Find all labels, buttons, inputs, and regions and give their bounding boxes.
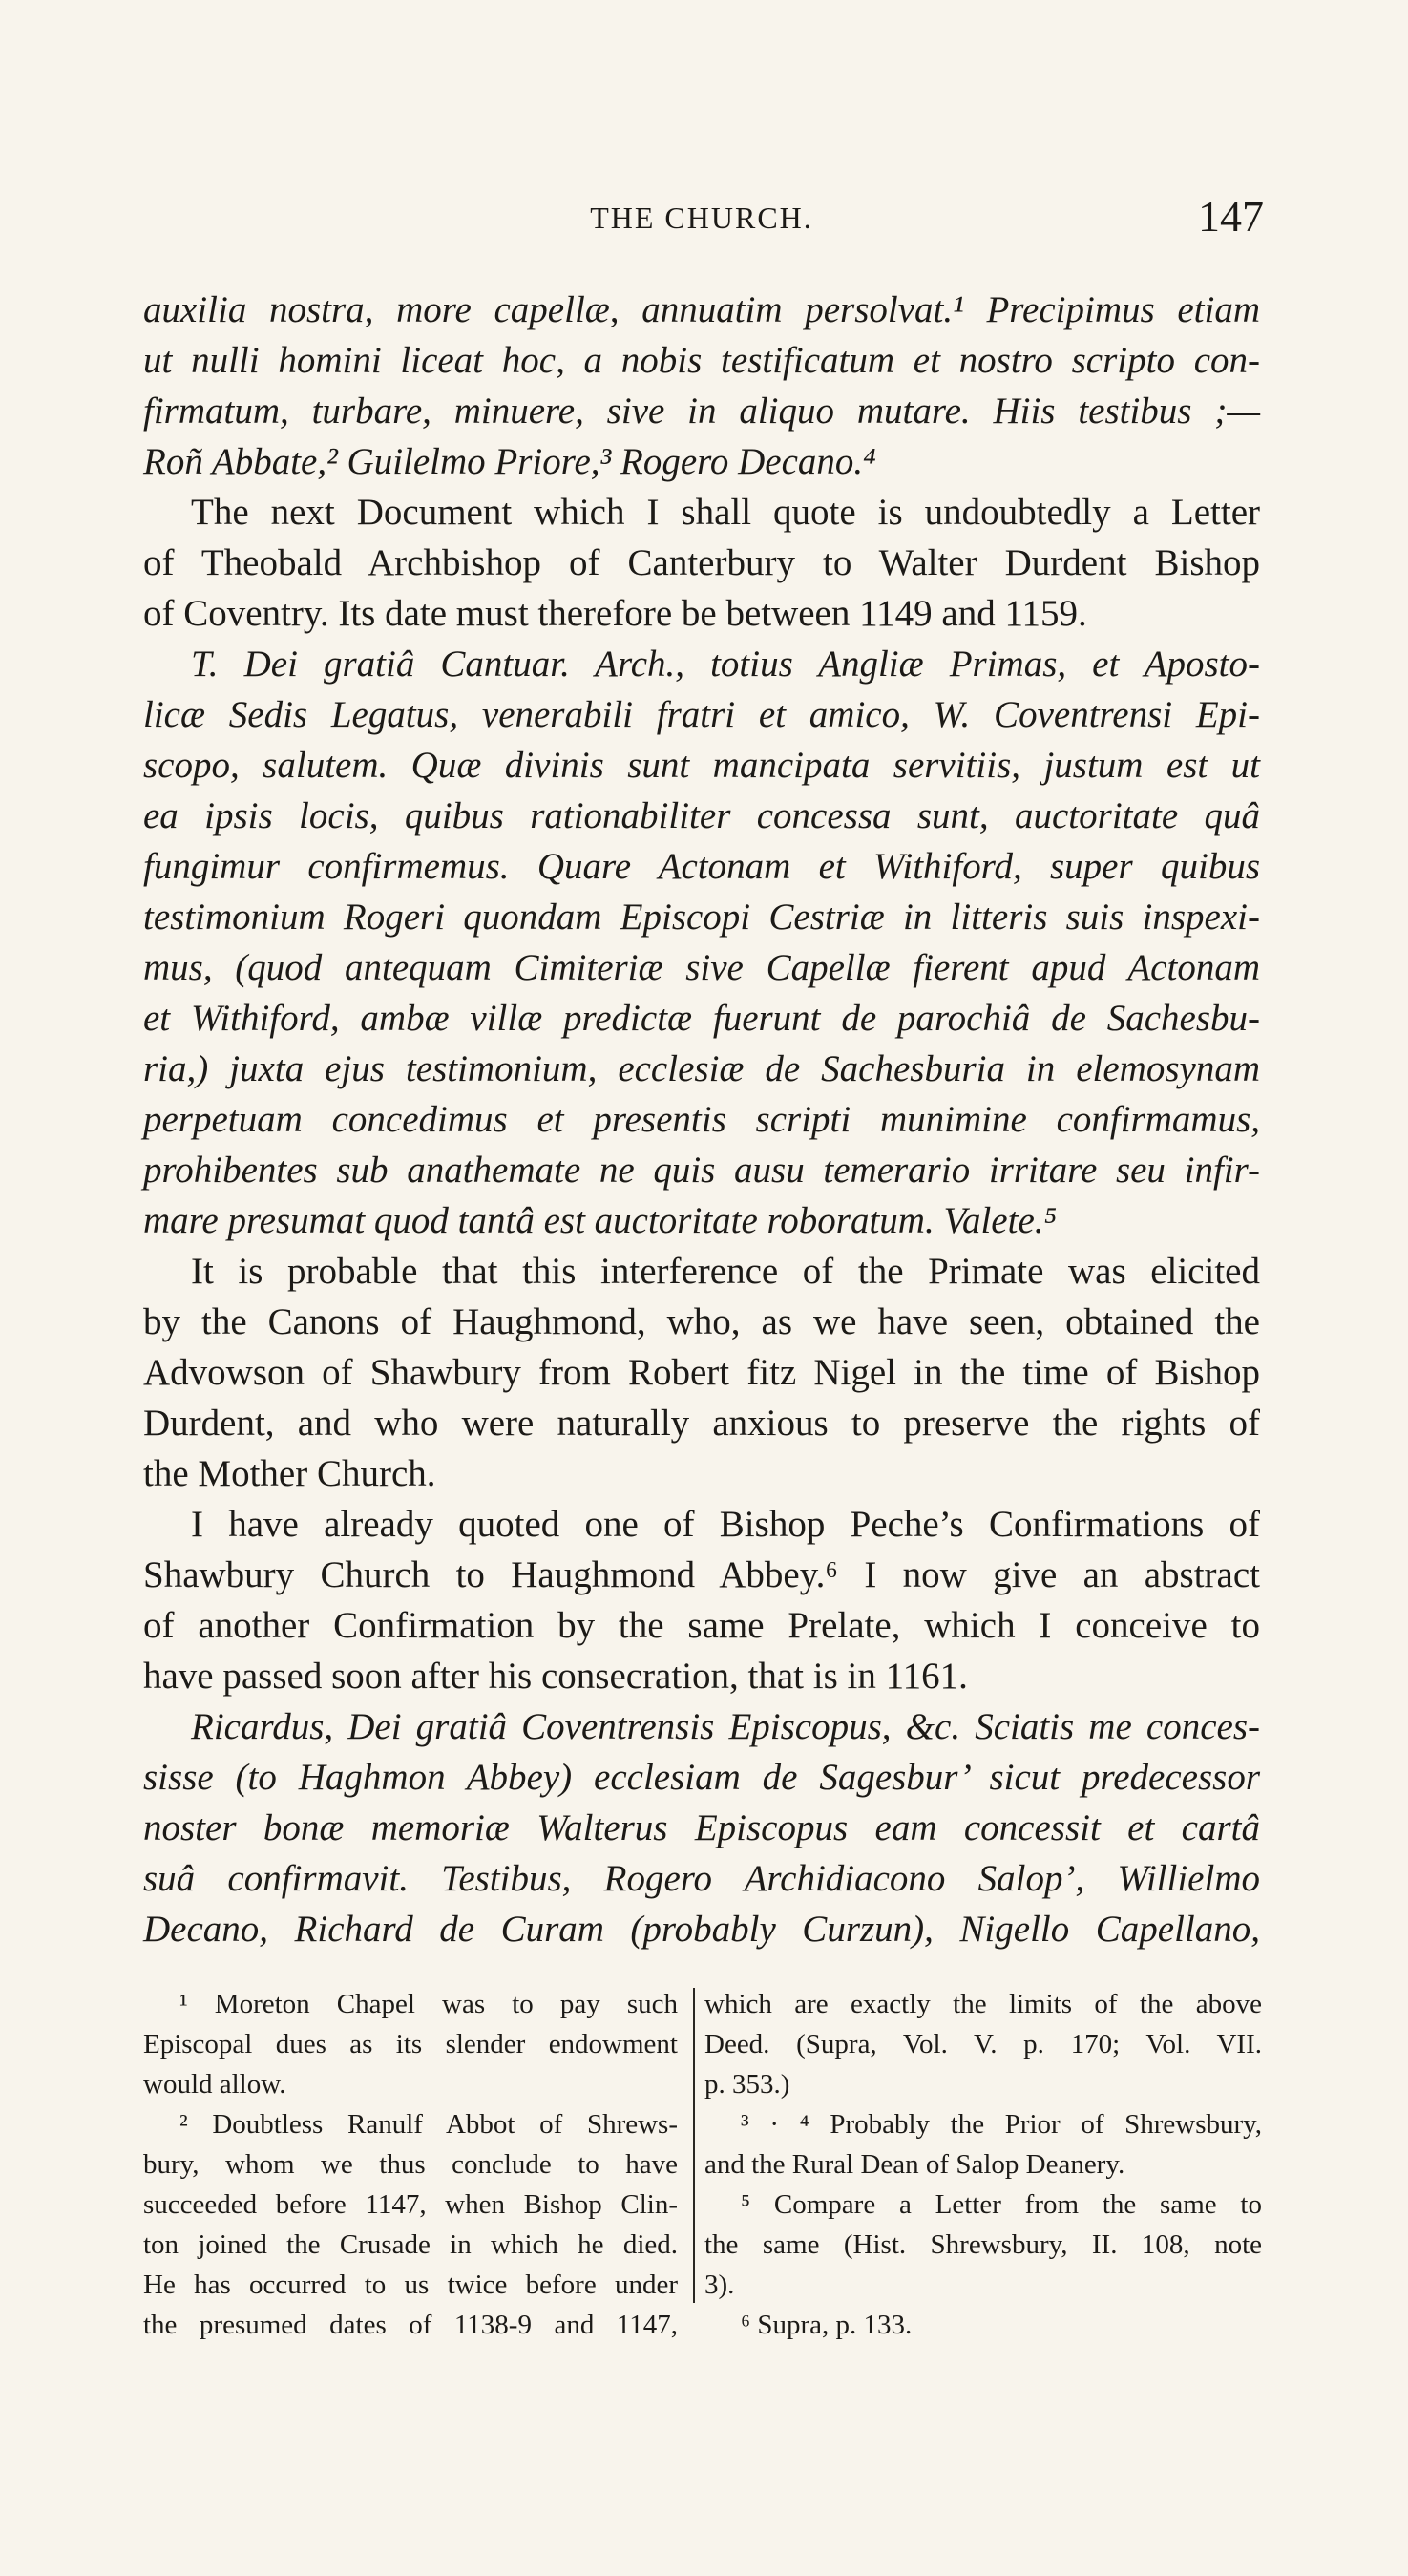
footnote-line: would allow. — [143, 2069, 286, 2100]
text-line: T. Dei gratiâ Cantuar. Arch., totius Angliæ Primas, et Aposto- — [191, 644, 1260, 685]
text-line: I have already quoted one of Bishop Peche’s Confirmations of — [191, 1504, 1260, 1545]
footnote-line: which are exactly the limits of the above — [704, 1989, 1262, 2019]
text-line: licæ Sedis Legatus, venerabili fratri et amico, W. Coventrensi Epi- — [143, 694, 1260, 735]
footnotes-right-column — [704, 1984, 1262, 2345]
text-line: noster bonæ memoriæ Walterus Episcopus eam concessit et cartâ — [143, 1807, 1260, 1848]
text-line: ria,) juxta ejus testimonium, ecclesiæ de Sachesburia in elemosynam — [143, 1048, 1260, 1089]
text-line: mus, (quod antequam Cimiteriæ sive Capellæ fierent apud Actonam — [143, 947, 1260, 988]
footnote-line: ton joined the Crusade in which he died. — [143, 2229, 678, 2260]
text-line: scopo, salutem. Quæ divinis sunt mancipata servitiis, justum est ut — [143, 745, 1260, 786]
text-line: the Mother Church. — [143, 1453, 436, 1494]
text-line: Roñ Abbate,² Guilelmo Priore,³ Rogero Decano.⁴ — [143, 441, 876, 482]
text-line: testimonium Rogeri quondam Episcopi Cestriæ in litteris suis inspexi- — [143, 897, 1260, 938]
text-line: mare presumat quod tantâ est auctoritate roboratum. Valete.⁵ — [143, 1200, 1058, 1241]
text-line: The next Document which I shall quote is undoubtedly a Letter — [191, 492, 1260, 533]
page-number: 147 — [1198, 192, 1264, 241]
text-line: perpetuam concedimus et presentis scripti munimine confirmamus, — [143, 1099, 1260, 1140]
text-line: of Theobald Archbishop of Canterbury to Walter Durdent Bishop — [143, 542, 1260, 583]
footnote-line: succeeded before 1147, when Bishop Clin- — [143, 2189, 678, 2220]
text-line: Ricardus, Dei gratiâ Coventrensis Episcopus, &c. Sciatis me conces- — [191, 1706, 1260, 1747]
footnote-line: Deed. (Supra, Vol. V. p. 170; Vol. VII. — [704, 2029, 1262, 2059]
text-line: It is probable that this interference of the Primate was elicited — [191, 1251, 1260, 1292]
text-line: ea ipsis locis, quibus rationabiliter concessa sunt, auctoritate quâ — [143, 795, 1260, 836]
footnote-line: ¹ Moreton Chapel was to pay such — [179, 1989, 678, 2019]
running-title: THE CHURCH. — [590, 201, 813, 235]
footnote-line: 3). — [704, 2270, 735, 2300]
footnote-line: He has occurred to us twice before under — [143, 2270, 678, 2300]
footnotes-left-column — [143, 1984, 678, 2345]
main-text — [143, 285, 1260, 1954]
footnote-line: bury, whom we thus conclude to have — [143, 2149, 678, 2180]
text-line: Durdent, and who were naturally anxious to preserve the rights of — [143, 1403, 1260, 1444]
footnote-line: ² Doubtless Ranulf Abbot of Shrews- — [179, 2109, 678, 2140]
text-line: et Withiford, ambæ villæ predictæ fuerunt de parochiâ de Sachesbu- — [143, 998, 1260, 1039]
footnote-line: ⁵ Compare a Letter from the same to — [741, 2189, 1262, 2220]
text-line: prohibentes sub anathemate ne quis ausu temerario irritare seu infir- — [143, 1150, 1260, 1191]
text-line: of Coventry. Its date must therefore be between 1149 and 1159. — [143, 593, 1087, 634]
footnote-line: and the Rural Dean of Salop Deanery. — [704, 2149, 1125, 2180]
text-line: Advowson of Shawbury from Robert fitz Nigel in the time of Bishop — [143, 1352, 1260, 1393]
footnote-line: p. 353.) — [704, 2069, 790, 2100]
text-line: fungimur confirmemus. Quare Actonam et Withiford, super quibus — [143, 846, 1260, 887]
footnote-line: ³ · ⁴ Probably the Prior of Shrewsbury, — [741, 2109, 1262, 2140]
text-line: Decano, Richard de Curam (probably Curzun), Nigello Capellano, — [143, 1909, 1260, 1950]
footnote-line: the same (Hist. Shrewsbury, II. 108, note — [704, 2229, 1262, 2260]
text-line: auxilia nostra, more capellæ, annuatim persolvat.¹ Precipimus etiam — [143, 289, 1260, 330]
text-line: sisse (to Haghmon Abbey) ecclesiam de Sagesbur’ sicut predecessor — [143, 1757, 1260, 1798]
text-line: have passed soon after his consecration, that is in 1161. — [143, 1656, 968, 1697]
text-line: suâ confirmavit. Testibus, Rogero Archidiacono Salop’, Willielmo — [143, 1858, 1260, 1899]
page-header — [143, 187, 1264, 244]
footnote-line: ⁶ Supra, p. 133. — [741, 2310, 913, 2340]
text-line: of another Confirmation by the same Prelate, which I conceive to — [143, 1605, 1260, 1646]
text-line: Shawbury Church to Haughmond Abbey.⁶ I now give an abstract — [143, 1554, 1260, 1595]
text-line: by the Canons of Haughmond, who, as we have seen, obtained the — [143, 1301, 1260, 1342]
footnote-column-divider — [693, 1988, 695, 2303]
footnote-line: the presumed dates of 1138-9 and 1147, — [143, 2310, 678, 2340]
footnotes — [143, 1984, 1262, 2340]
text-line: firmatum, turbare, minuere, sive in aliquo mutare. Hiis testibus ;— — [143, 391, 1260, 432]
footnote-line: Episcopal dues as its slender endowment — [143, 2029, 678, 2059]
text-line: ut nulli homini liceat hoc, a nobis testificatum et nostro scripto con- — [143, 340, 1260, 381]
